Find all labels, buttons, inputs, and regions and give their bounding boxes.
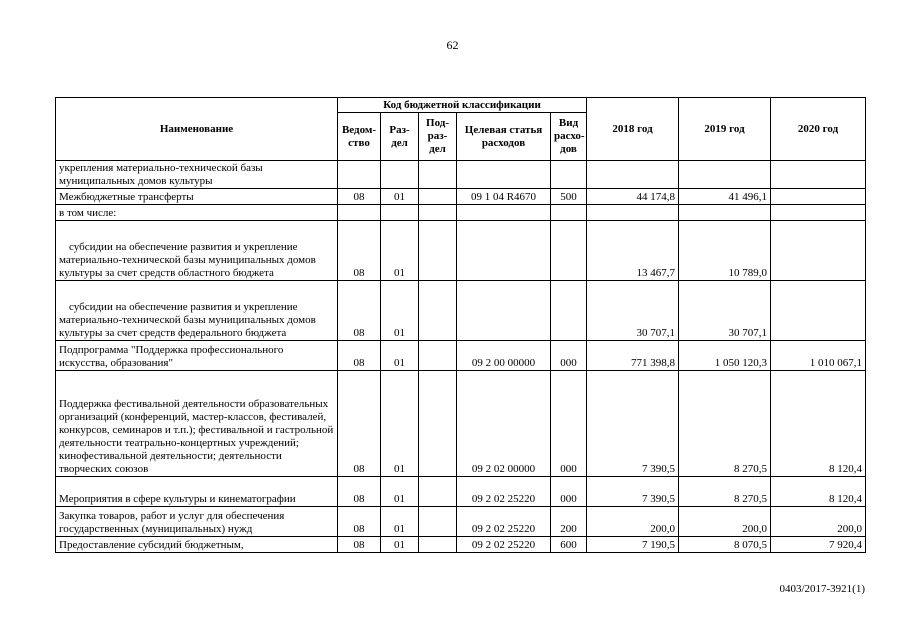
table-row <box>56 341 866 371</box>
row-2018: 771 398,8 <box>587 341 679 371</box>
document-code: 0403/2017-3921(1) <box>779 583 865 595</box>
row-2018: 13 467,7 <box>587 221 679 281</box>
row-vid <box>551 281 587 341</box>
row-2019 <box>679 205 771 221</box>
row-target: 09 2 02 00000 <box>457 371 551 477</box>
row-2018: 200,0 <box>587 507 679 537</box>
budget-table <box>55 97 866 553</box>
row-target: 09 1 04 R4670 <box>457 189 551 205</box>
row-vid <box>551 221 587 281</box>
row-target <box>457 281 551 341</box>
header-2020: 2020 год <box>771 98 866 161</box>
row-ved: 08 <box>338 507 381 537</box>
header-2018: 2018 год <box>587 98 679 161</box>
row-2019: 8 270,5 <box>679 371 771 477</box>
table-row <box>56 537 866 553</box>
table-row <box>56 189 866 205</box>
page-number: 62 <box>446 38 459 52</box>
row-name: субсидии на обеспечение развития и укрепление материально-технической базы муниципальных домов культуры за счет средств федерального бюджета <box>56 281 338 341</box>
row-name: Закупка товаров, работ и услуг для обеспечения государственных (муниципальных) нужд <box>56 507 338 537</box>
row-podrazdel <box>419 281 457 341</box>
row-podrazdel <box>419 507 457 537</box>
row-name: субсидии на обеспечение развития и укрепление материально-технической базы муниципальных домов культуры за счет средств областного бюджета <box>56 221 338 281</box>
row-vid: 000 <box>551 341 587 371</box>
row-target: 09 2 02 25220 <box>457 477 551 507</box>
header-name: Наименование <box>56 98 338 161</box>
row-name: Поддержка фестивальной деятельности образовательных организаций (конференций, мастер-классов, фестивалей, конкурсов, семинаров и т.п.); фестивальной и гастрольной деятельности театрально-концертных учреждений; кинофестивальной деятельности; деятельности творческих союзов <box>56 371 338 477</box>
row-razdel: 01 <box>381 507 419 537</box>
row-ved <box>338 161 381 189</box>
table-row <box>56 161 866 189</box>
row-podrazdel <box>419 341 457 371</box>
row-vid: 200 <box>551 507 587 537</box>
row-podrazdel <box>419 371 457 477</box>
row-ved: 08 <box>338 341 381 371</box>
header-target: Целевая статья расходов <box>457 113 551 161</box>
row-2018: 7 190,5 <box>587 537 679 553</box>
row-2020 <box>771 189 866 205</box>
row-2019: 1 050 120,3 <box>679 341 771 371</box>
row-vid <box>551 161 587 189</box>
header-2019: 2019 год <box>679 98 771 161</box>
table-row <box>56 281 866 341</box>
header-podrazdel: Под-раз-дел <box>419 113 457 161</box>
row-podrazdel <box>419 205 457 221</box>
row-vid: 000 <box>551 477 587 507</box>
row-2020: 1 010 067,1 <box>771 341 866 371</box>
row-2019: 10 789,0 <box>679 221 771 281</box>
row-razdel <box>381 205 419 221</box>
row-name: в том числе: <box>56 205 338 221</box>
row-2018 <box>587 161 679 189</box>
table-row <box>56 477 866 507</box>
row-razdel: 01 <box>381 477 419 507</box>
row-2018: 7 390,5 <box>587 371 679 477</box>
row-target: 09 2 02 25220 <box>457 507 551 537</box>
row-ved <box>338 205 381 221</box>
table-row <box>56 205 866 221</box>
row-podrazdel <box>419 189 457 205</box>
row-name: Мероприятия в сфере культуры и кинематографии <box>56 477 338 507</box>
row-podrazdel <box>419 221 457 281</box>
row-2020: 8 120,4 <box>771 477 866 507</box>
row-target <box>457 221 551 281</box>
row-2018: 7 390,5 <box>587 477 679 507</box>
row-2020: 200,0 <box>771 507 866 537</box>
row-2019: 8 270,5 <box>679 477 771 507</box>
row-ved: 08 <box>338 281 381 341</box>
row-razdel: 01 <box>381 341 419 371</box>
table-row <box>56 221 866 281</box>
header-classification-group: Код бюджетной классификации <box>338 98 587 113</box>
row-2020 <box>771 221 866 281</box>
row-name: Межбюджетные трансферты <box>56 189 338 205</box>
row-target: 09 2 02 25220 <box>457 537 551 553</box>
row-name: Предоставление субсидий бюджетным, <box>56 537 338 553</box>
row-2019: 8 070,5 <box>679 537 771 553</box>
row-ved: 08 <box>338 537 381 553</box>
row-vid: 000 <box>551 371 587 477</box>
row-razdel: 01 <box>381 371 419 477</box>
row-2018: 44 174,8 <box>587 189 679 205</box>
row-razdel: 01 <box>381 221 419 281</box>
row-podrazdel <box>419 161 457 189</box>
row-target <box>457 161 551 189</box>
header-ved: Ведом-ство <box>338 113 381 161</box>
row-2020: 8 120,4 <box>771 371 866 477</box>
header-vid: Вид расхо-дов <box>551 113 587 161</box>
row-razdel: 01 <box>381 281 419 341</box>
row-name: укрепления материально-технической базы муниципальных домов культуры <box>56 161 338 189</box>
row-2019: 30 707,1 <box>679 281 771 341</box>
row-2020 <box>771 205 866 221</box>
row-2019: 41 496,1 <box>679 189 771 205</box>
row-target <box>457 205 551 221</box>
row-ved: 08 <box>338 371 381 477</box>
row-2020: 7 920,4 <box>771 537 866 553</box>
header-razdel: Раз-дел <box>381 113 419 161</box>
row-vid <box>551 205 587 221</box>
row-2018: 30 707,1 <box>587 281 679 341</box>
row-target: 09 2 00 00000 <box>457 341 551 371</box>
row-razdel: 01 <box>381 189 419 205</box>
row-2018 <box>587 205 679 221</box>
row-ved: 08 <box>338 477 381 507</box>
row-razdel: 01 <box>381 537 419 553</box>
row-vid: 500 <box>551 189 587 205</box>
row-ved: 08 <box>338 221 381 281</box>
row-podrazdel <box>419 477 457 507</box>
row-podrazdel <box>419 537 457 553</box>
table-row <box>56 507 866 537</box>
row-2019: 200,0 <box>679 507 771 537</box>
row-razdel <box>381 161 419 189</box>
row-2019 <box>679 161 771 189</box>
row-name: Подпрограмма "Поддержка профессионального искусства, образования" <box>56 341 338 371</box>
row-ved: 08 <box>338 189 381 205</box>
row-2020 <box>771 281 866 341</box>
row-2020 <box>771 161 866 189</box>
row-vid: 600 <box>551 537 587 553</box>
table-row <box>56 371 866 477</box>
